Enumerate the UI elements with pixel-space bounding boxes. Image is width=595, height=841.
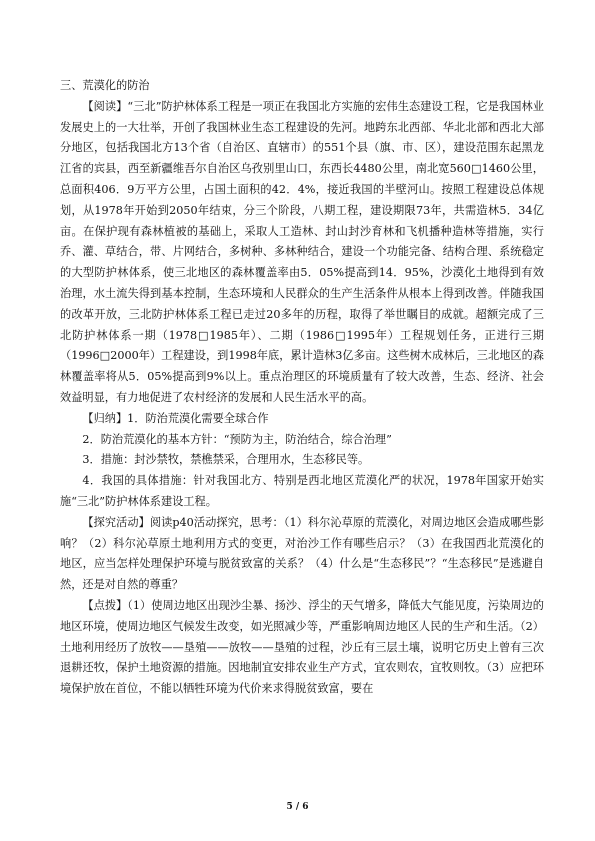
reading-label: 【阅读】	[82, 99, 128, 113]
summary-item-3: 3．措施：封沙禁牧，禁樵禁采，合理用水，生态移民等。	[82, 453, 370, 467]
page-number: 5 / 6	[286, 802, 309, 812]
reading-text: “三北”防护林体系工程是一项正在我国北方实施的宏伟生态建设工程，它是我国林业发展史上的一大壮举，开创了我国林业生态工程建设的先河。地跨东北西部、华北北部和西北大部分地区，包括我国北方13个省（自治区、直辖市）的551个县（旗、市、区），建设范围东起黑龙江省的宾县，西至新疆维吾尔自治区乌孜别里山口，东西长4480公里，南北宽560□1460公里，总面积406．9万平方公里，占国土面积的42．4%，接近我国的半壁河山。按照工程建设总体规划，从1978年开始到2050年结束，分三个阶段，八期工程，建设期限73年，共需造林5．34亿亩。在保护现有森林植被的基础上，采取人工造林、封山封沙育林和飞机播种造林等措施，实行乔、灌、草结合，带、片网结合，多树种、多林种结合，建设一个功能完备、结构合理、系统稳定的大型防护林体系，使三北地区的森林覆盖率由5．05%提高到14．95%，沙漠化土地得到有效治理，水土流失得到基本控制，生态环境和人民群众的生产生活条件从根本上得到改善。伴随我国的改革开放，三北防护林体系工程已走过20多年的历程，取得了举世瞩目的成就。超额完成了三北防护林体系一期（1978□1985年）、二期（1986□1995年）工程规划任务，正进行三期（1996□2000年）工程建设，到1998年底，累计造林3亿多亩。这些树木成林后，三北地区的森林覆盖率将从5．05%提高到9%以上。重点治理区的环境质量有了较大改善，生态、经济、社会效益明显，有力地促进了农村经济的发展和人民生活水平的高。	[60, 99, 544, 404]
activity-text: 阅读p40活动探究，思考：（1）科尔沁草原的荒漠化，对周边地区会造成哪些影响？（2）科尔沁草原土地利用方式的变更，对治沙工作有哪些启示？（3）在我国西北荒漠化的地区，应当怎样处理保护环境与脱贫致富的关系？（4）什么是“生态移民”？“生态移民”是逃避自然，还是对自然的尊重？	[60, 515, 544, 592]
hint-paragraph	[60, 596, 544, 700]
summary-item-4: 4．我国的具体措施：针对我国北方、特别是西北地区荒漠化严的状况，1978年国家开始实施“三北”防护林体系建设工程。	[60, 474, 544, 508]
reading-paragraph	[60, 97, 544, 409]
hint-text: （1）使周边地区出现沙尘暴、扬沙、浮尘的天气增多，降低大气能见度，污染周边的地区环境，使周边地区气候发生改变，如光照减少等，严重影响周边地区人民的生产和生活。（2）土地利用经历了放牧——垦殖——放牧——垦殖的过程，沙丘有三层土壤，说明它历史上曾有三次退耕还牧，保护土地资源的措施。因地制宜安排农业生产方式，宜农则农，宜牧则牧。（3）应把环境保护放在首位，不能以牺牲环境为代价来求得脱贫致富，要在	[60, 598, 544, 696]
summary-item-2: 2．防治荒漠化的基本方针：“预防为主，防治结合，综合治理”	[82, 432, 392, 446]
section-title: 三、荒漠化的防治	[60, 79, 150, 92]
activity-paragraph	[60, 513, 544, 596]
summary-item-1	[60, 409, 544, 430]
summary-item-text: 1．防治荒漠化需要全球合作	[127, 411, 269, 425]
hint-label: 【点拨】	[82, 598, 128, 612]
activity-label: 【探究活动】	[82, 515, 150, 529]
summary-label: 【归纳】	[82, 411, 128, 425]
page-content	[60, 76, 544, 700]
